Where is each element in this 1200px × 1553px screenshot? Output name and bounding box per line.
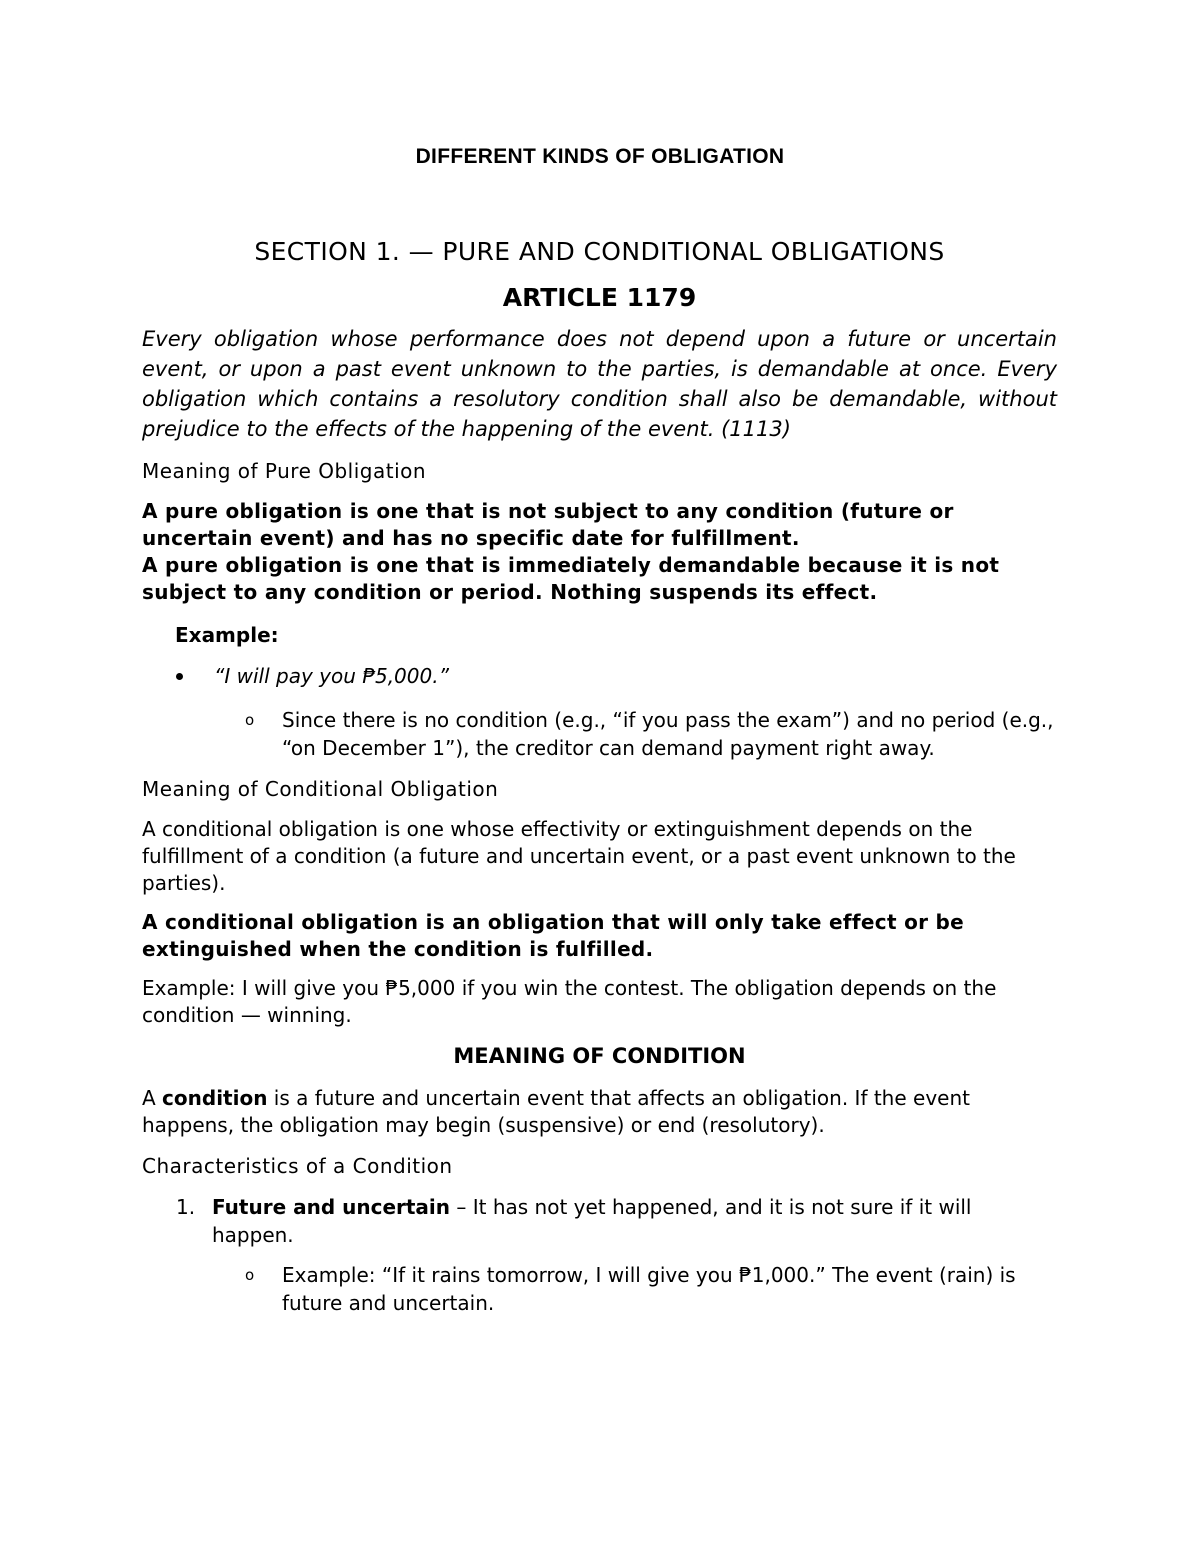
list-number: 1. [176, 1195, 196, 1219]
conditional-obligation-bold-definition: A conditional obligation is an obligation that will only take effect or be extinguished when the condition is fulfilled. [142, 910, 965, 961]
condition-intro-prefix: A [142, 1086, 163, 1110]
conditional-obligation-definition: A conditional obligation is one whose effectivity or extinguishment depends on the fulfillment of a condition (a future and uncertain event, or a past event unknown to the parties). [142, 817, 1016, 895]
pure-example-quote: “I will pay you ₱5,000.” [214, 664, 449, 688]
article-provision-text: Every obligation whose performance does not depend upon a future or uncertain event, or upon a past event unknown to the parties, is demandable at once. Every obligation which contains a resolutory condition shall also be demandable, without prejudice to the effects of the happening of the event. (1113) [142, 327, 1057, 441]
conditional-obligation-example: Example: I will give you ₱5,000 if you win the contest. The obligation depends on the condition — winning. [142, 976, 997, 1027]
sub-bullet-marker: o [245, 1266, 255, 1284]
document-title: DIFFERENT KINDS OF OBLIGATION [415, 145, 785, 168]
pure-example-bullet [142, 663, 1057, 690]
bullet-icon [176, 673, 183, 680]
characteristic-example-text: Example: “If it rains tomorrow, I will give you ₱1,000.” The event (rain) is future and uncertain. [282, 1263, 1016, 1315]
pure-obligation-definition-2: A pure obligation is one that is immediately demandable because it is not subject to any condition or period. Nothing suspends its effect. [142, 553, 1000, 604]
pure-example-note: Since there is no condition (e.g., “if you pass the exam”) and no period (e.g., “on December 1”), the creditor can demand payment right away. [282, 708, 1054, 760]
pure-example-label: Example: [175, 623, 279, 647]
condition-intro-rest: is a future and uncertain event that affects an obligation. If the event happens, the obligation may begin (suspensive) or end (resolutory). [142, 1086, 970, 1137]
pure-obligation-heading: Meaning of Pure Obligation [142, 459, 427, 483]
meaning-of-condition-heading: MEANING OF CONDITION [453, 1044, 746, 1068]
characteristic-term: Future and uncertain [212, 1195, 451, 1219]
pure-example-subpoint [142, 706, 1057, 762]
characteristic-example-subpoint [142, 1261, 1057, 1317]
characteristic-item [142, 1193, 1057, 1249]
section-title: SECTION 1. — PURE AND CONDITIONAL OBLIGATIONS [254, 237, 945, 266]
characteristics-heading: Characteristics of a Condition [142, 1154, 453, 1178]
conditional-obligation-heading: Meaning of Conditional Obligation [142, 777, 499, 801]
sub-bullet-marker: o [245, 711, 255, 729]
condition-term: condition [162, 1086, 268, 1110]
characteristic-text: – It has not yet happened, and it is not sure if it will happen. [212, 1195, 972, 1247]
document-body [142, 234, 1057, 1329]
pure-obligation-definition-1: A pure obligation is one that is not subject to any condition (future or uncertain event) and has no specific date for fulfillment. [142, 499, 954, 550]
condition-intro [142, 1085, 1057, 1139]
article-title: ARTICLE 1179 [502, 283, 697, 312]
